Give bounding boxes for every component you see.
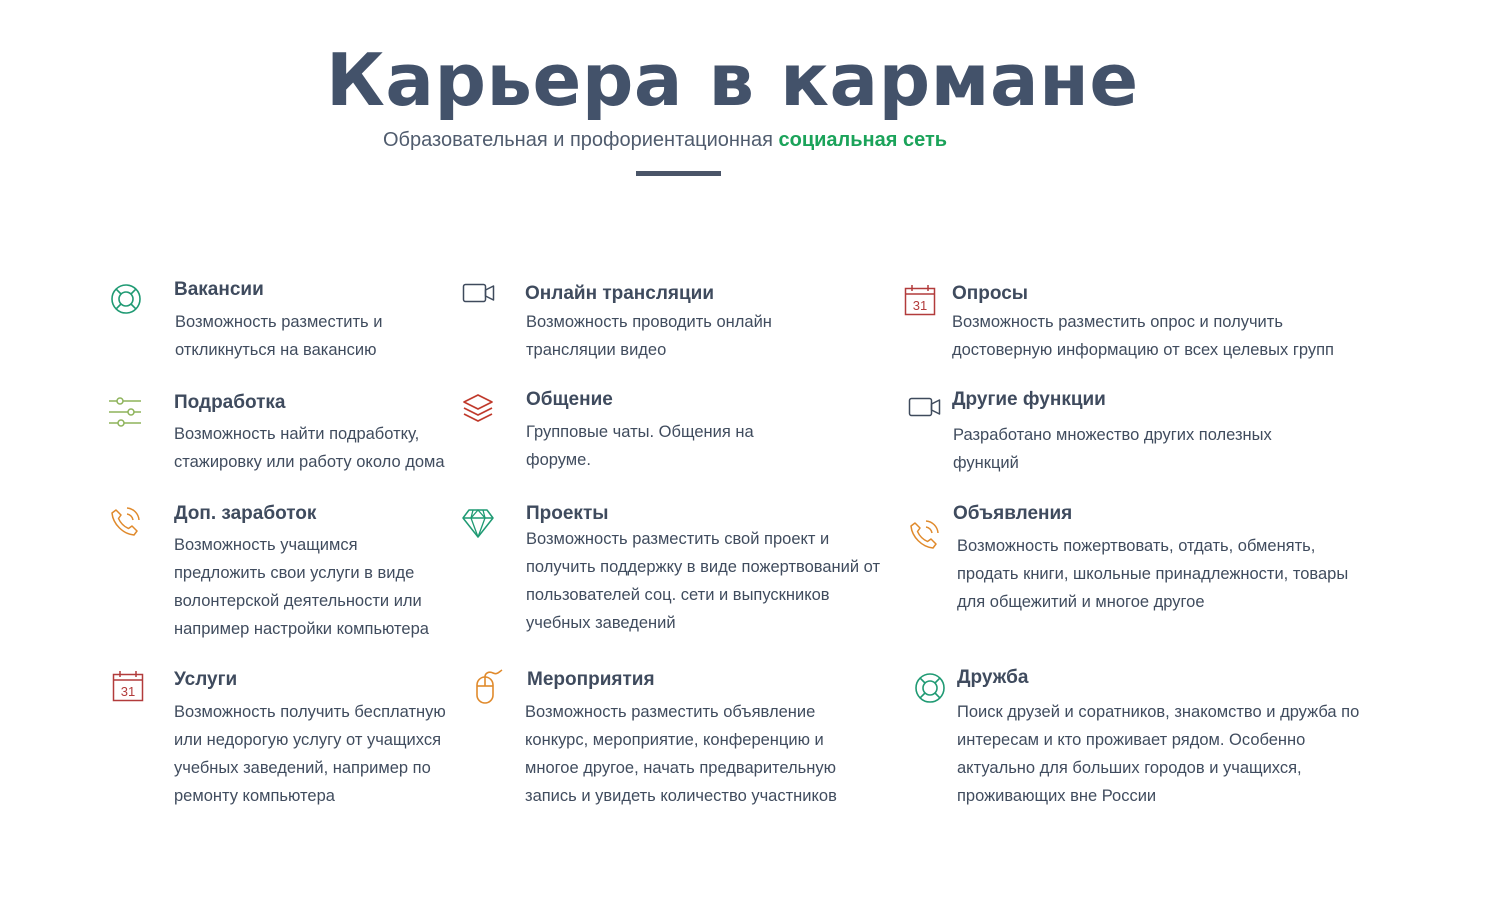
lifebuoy-icon — [108, 281, 144, 317]
phone-ringing-icon — [107, 504, 143, 540]
title-divider — [636, 171, 721, 176]
sliders-icon — [107, 394, 143, 430]
feature-title: Опросы — [952, 283, 1029, 304]
feature-title: Другие функции — [952, 389, 1106, 410]
feature-description: Возможность проводить онлайн трансляции видео — [526, 313, 772, 359]
feature-description: Возможность разместить опрос и получить достоверную информацию от всех целевых групп — [952, 313, 1334, 359]
calendar-icon — [110, 668, 146, 704]
svg-text:31: 31 — [912, 298, 928, 313]
feature-title: Мероприятия — [527, 669, 655, 690]
calendar-icon — [902, 282, 938, 318]
feature-description: Возможность разместить и откликнуться на вакансию — [175, 313, 383, 359]
mouse-icon — [469, 669, 505, 705]
feature-title: Проекты — [526, 503, 609, 524]
feature-description: Возможность разместить свой проект и получить поддержку в виде пожертвований от пользователей соц. сети и выпускников учебных заведений — [526, 530, 881, 632]
svg-text:31: 31 — [120, 684, 136, 699]
page-title: Карьера в кармане — [326, 38, 1139, 122]
feature-description: Возможность пожертвовать, отдать, обменять, продать книги, школьные принадлежности, товары для общежитий и многое другое — [957, 537, 1349, 611]
feature-title: Дружба — [957, 667, 1029, 688]
feature-title: Вакансии — [174, 279, 264, 300]
feature-description: Возможность разместить объявление конкурс, мероприятие, конференцию и многое другое, начать предварительную запись и увидеть количество участников — [525, 703, 837, 805]
feature-description: Разработано множество других полезных функций — [953, 426, 1272, 472]
video-camera-icon — [461, 275, 497, 311]
feature-title: Доп. заработок — [174, 503, 317, 524]
feature-title: Общение — [526, 389, 613, 410]
subtitle-accent: социальная сеть — [778, 129, 948, 151]
feature-title: Подработка — [174, 392, 286, 413]
feature-title: Онлайн трансляции — [525, 283, 715, 304]
phone-ringing-icon — [906, 517, 942, 553]
video-camera-icon — [907, 389, 943, 425]
feature-description: Групповые чаты. Общения на форуме. — [526, 423, 754, 469]
feature-description: Возможность учащимся предложить свои услуги в виде волонтерской деятельности или например настройки компьютера — [174, 536, 429, 638]
feature-description: Возможность найти подработку, стажировку или работу около дома — [174, 425, 445, 471]
feature-title: Объявления — [953, 503, 1073, 524]
feature-description: Возможность получить бесплатную или недорогую услугу от учащихся учебных заведений, например по ремонту компьютера — [174, 703, 446, 805]
diamond-icon — [460, 505, 496, 541]
page-subtitle — [383, 127, 947, 153]
feature-title: Услуги — [174, 669, 238, 690]
lifebuoy-icon — [912, 670, 948, 706]
subtitle-text: Образовательная и профориентационная — [383, 129, 779, 151]
layers-icon — [460, 390, 496, 426]
feature-description: Поиск друзей и соратников, знакомство и дружба по интересам и кто проживает рядом. Особенно актуально для больших городов и учащихся, проживающих вне России — [957, 703, 1360, 805]
